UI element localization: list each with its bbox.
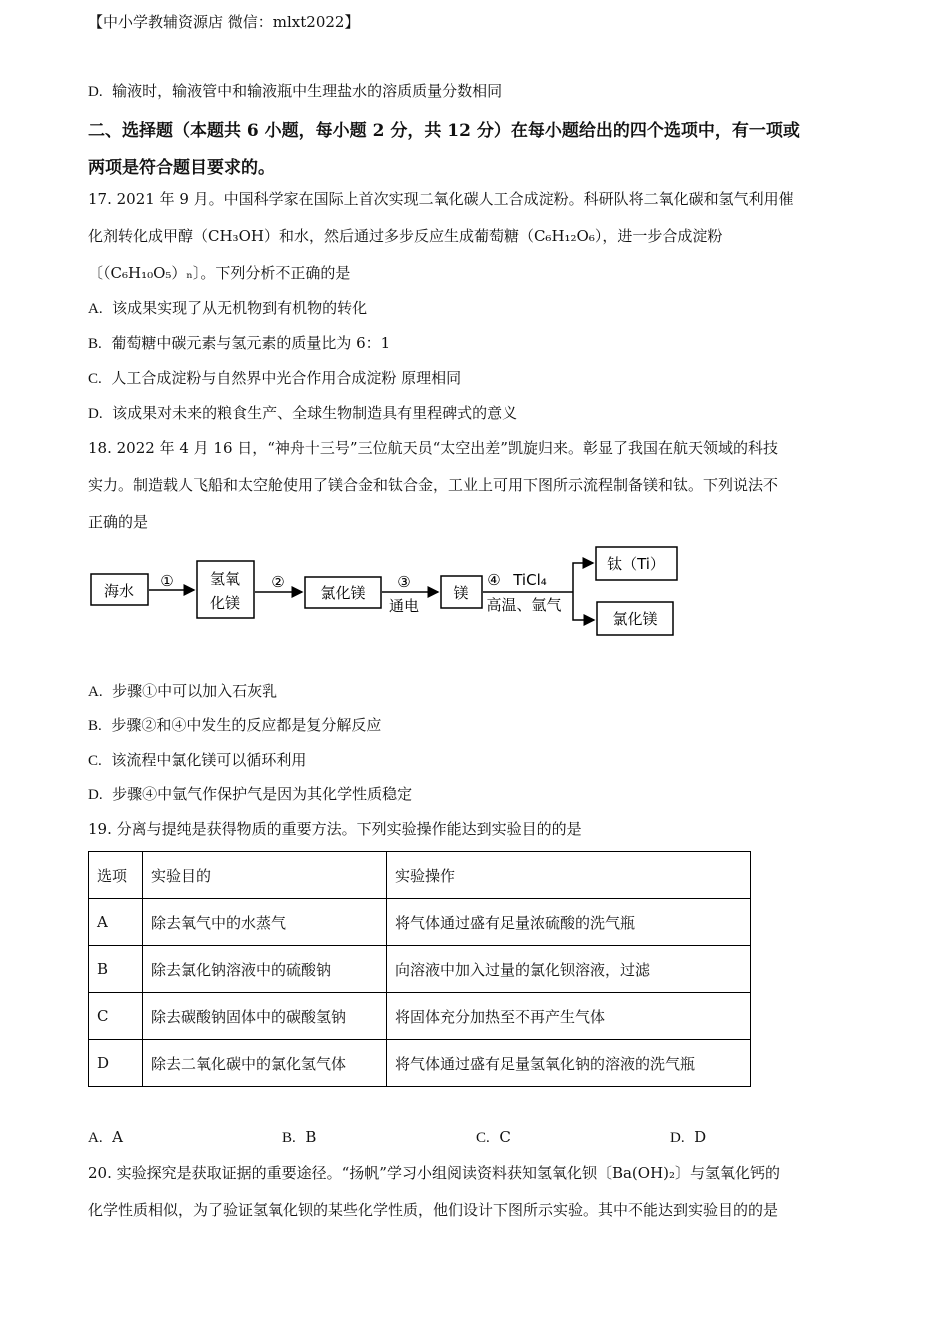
- q19-answer-c: [476, 1127, 511, 1148]
- option-label: D.: [88, 787, 103, 803]
- answer-value: B: [305, 1128, 317, 1146]
- option-text: 步骤①中可以加入石灰乳: [112, 682, 278, 700]
- q19-stem: 19. 分离与提纯是获得物质的重要方法。下列实验操作能达到实验目的的是: [88, 820, 582, 838]
- q17-stem-line1: 17. 2021 年 9 月。中国科学家在国际上首次实现二氧化碳人工合成淀粉。科研队将二氧化碳和氢气利用催: [88, 190, 794, 208]
- q18-option-b: [88, 715, 381, 736]
- answer-label: A.: [88, 1130, 103, 1146]
- option-label: C.: [88, 753, 102, 769]
- answer-label: B.: [282, 1130, 296, 1146]
- option-label: D.: [88, 406, 103, 422]
- section-title-line2: 两项是符合题目要求的。: [88, 158, 275, 178]
- q18-stem-line1: 18. 2022 年 4 月 16 日，“神舟十三号”三位航天员“太空出差”凯旋归来。彰显了我国在航天领域的科技: [88, 439, 778, 457]
- process-flowchart: [0, 540, 950, 645]
- option-text: 步骤④中氩气作保护气是因为其化学性质稳定: [112, 785, 413, 803]
- q17-option-a: [88, 298, 367, 319]
- q19-table: [88, 851, 751, 1087]
- option-text: 人工合成淀粉与自然界中光合作用合成淀粉 原理相同: [111, 369, 462, 387]
- table-cell: A: [89, 899, 143, 946]
- q20-stem-line1: 20. 实验探究是获取证据的重要途径。“扬帆”学习小组阅读资料获知氢氧化钡〔Ba(OH)₂〕与氢氧化钙的: [88, 1164, 781, 1182]
- q17-option-c: [88, 368, 461, 389]
- table-cell: D: [89, 1040, 143, 1087]
- table-cell: 将气体通过盛有足量浓硫酸的洗气瓶: [387, 899, 751, 946]
- option-label: B.: [88, 718, 102, 734]
- table-header-row: [89, 852, 751, 899]
- answer-label: C.: [476, 1130, 490, 1146]
- q17-stem-line2: 化剂转化成甲醇（CH₃OH）和水，然后通过多步反应生成葡萄糖（C₆H₁₂O₆），进一步合成淀粉: [88, 227, 723, 245]
- table-row: [89, 993, 751, 1040]
- table-header-cell: 选项: [89, 852, 143, 899]
- answer-value: D: [694, 1128, 707, 1146]
- q18-stem-line2: 实力。制造载人飞船和太空舱使用了镁合金和钛合金，工业上可用下图所示流程制备镁和钛。下列说法不: [88, 476, 779, 494]
- option-label: D.: [88, 84, 103, 100]
- table-header-cell: 实验目的: [143, 852, 387, 899]
- label-mgcl-out: 氯化镁: [612, 610, 658, 628]
- label-step4-reagent: TiCl₄: [513, 571, 547, 589]
- q20-stem-line2: 化学性质相似，为了验证氢氧化钡的某些化学性质，他们设计下图所示实验。其中不能达到实验目的的是: [88, 1201, 779, 1219]
- prev-option-d: [88, 81, 502, 102]
- table-row: [89, 946, 751, 993]
- option-label: A.: [88, 684, 103, 700]
- table-cell: 除去氯化钠溶液中的硫酸钠: [143, 946, 387, 993]
- table-cell: 除去氧气中的水蒸气: [143, 899, 387, 946]
- label-step1: ①: [160, 572, 174, 590]
- table-cell: 除去二氧化碳中的氯化氢气体: [143, 1040, 387, 1087]
- answer-label: D.: [670, 1130, 685, 1146]
- option-label: B.: [88, 336, 102, 352]
- q18-option-c: [88, 750, 306, 771]
- table-cell: B: [89, 946, 143, 993]
- table-cell: C: [89, 993, 143, 1040]
- arrow-branch-ti: [573, 563, 593, 592]
- label-seawater: 海水: [103, 582, 135, 600]
- option-label: C.: [88, 371, 102, 387]
- option-text: 该成果实现了从无机物到有机物的转化: [112, 299, 368, 317]
- section-title-line1: 二、选择题（本题共 6 小题，每小题 2 分，共 12 分）在每小题给出的四个选项中，有一项或: [88, 121, 800, 141]
- label-step3: ③: [397, 573, 411, 591]
- table-cell: 除去碳酸钠固体中的碳酸氢钠: [143, 993, 387, 1040]
- q19-answer-b: [282, 1127, 316, 1148]
- q19-answer-a: [88, 1127, 123, 1148]
- table-row: [89, 1040, 751, 1087]
- q17-stem-line3: 〔（C₆H₁₀O₅）ₙ〕。下列分析不正确的是: [88, 264, 351, 282]
- answer-value: A: [112, 1128, 123, 1146]
- table-cell: 向溶液中加入过量的氯化钡溶液，过滤: [387, 946, 751, 993]
- q18-stem-line3: 正确的是: [88, 513, 149, 531]
- label-mgoh-line2: 化镁: [209, 594, 241, 612]
- option-label: A.: [88, 301, 103, 317]
- table-cell: 将固体充分加热至不再产生气体: [387, 993, 751, 1040]
- answer-value: C: [499, 1128, 511, 1146]
- option-text: 步骤②和④中发生的反应都是复分解反应: [111, 716, 382, 734]
- arrow-branch-mgcl: [573, 592, 594, 620]
- option-text: 输液时，输液管中和输液瓶中生理盐水的溶质质量分数相同: [112, 82, 503, 100]
- label-step4-cond: 高温、氩气: [486, 596, 562, 614]
- option-text: 该成果对未来的粮食生产、全球生物制造具有里程碑式的意义: [112, 404, 518, 422]
- label-ti: 钛（Ti）: [607, 555, 665, 573]
- q18-option-d: [88, 784, 412, 805]
- q19-answer-d: [670, 1127, 706, 1148]
- q17-option-d: [88, 403, 517, 424]
- label-step4: ④: [487, 571, 501, 589]
- table-header-cell: 实验操作: [387, 852, 751, 899]
- label-mg: 镁: [453, 584, 469, 602]
- q18-option-a: [88, 681, 277, 702]
- label-mgcl: 氯化镁: [320, 584, 366, 602]
- label-mgoh-line1: 氢氧: [209, 570, 241, 588]
- table-row: [89, 899, 751, 946]
- table-cell: 将气体通过盛有足量氢氧化钠的溶液的洗气瓶: [387, 1040, 751, 1087]
- option-text: 该流程中氯化镁可以循环利用: [111, 751, 307, 769]
- label-step2: ②: [271, 573, 285, 591]
- label-step3-cond: 通电: [388, 597, 420, 615]
- option-text: 葡萄糖中碳元素与氢元素的质量比为 6：1: [111, 334, 391, 352]
- q17-option-b: [88, 333, 390, 354]
- header-watermark: 【中小学教辅资源店 微信：mlxt2022】: [88, 13, 360, 31]
